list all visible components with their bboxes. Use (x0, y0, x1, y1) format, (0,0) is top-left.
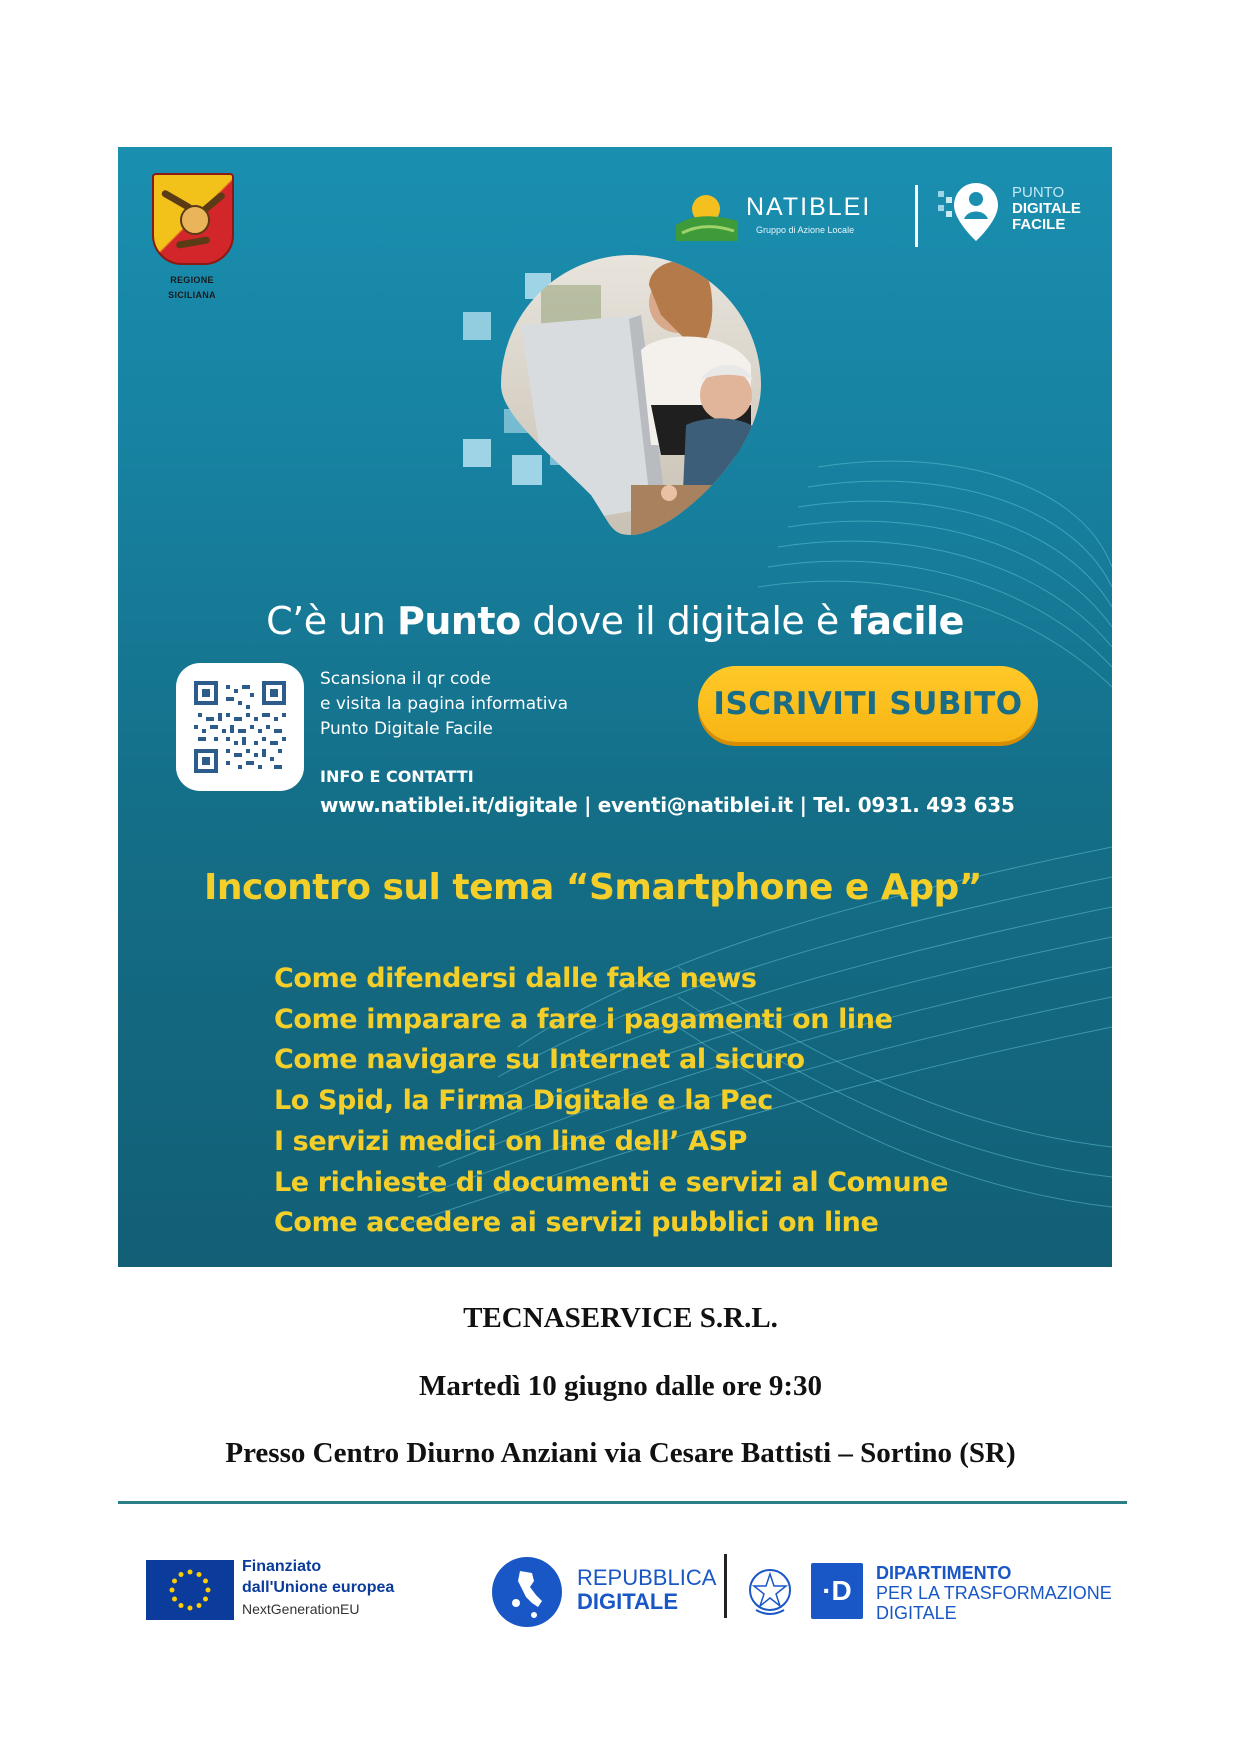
pdf-line-1: PUNTO (1012, 184, 1065, 201)
eu-line-2: dall'Unione europea (242, 1579, 395, 1596)
rd-line-1: REPUBBLICA (577, 1565, 717, 1590)
headline (118, 599, 1112, 643)
scan-line-2: e visita la pagina informativa (320, 694, 568, 714)
sicily-trinacria-icon (152, 173, 234, 265)
pixel-block (463, 312, 491, 340)
info-label: INFO E CONTATTI (320, 767, 474, 786)
dip-line-3: DIGITALE (876, 1603, 957, 1623)
qr-code-box[interactable] (176, 663, 304, 791)
eu-flag-icon (146, 1560, 234, 1620)
event-date: Martedì 10 giugno dalle ore 9:30 (418, 1370, 822, 1402)
scan-line-1: Scansiona il qr code (320, 669, 491, 689)
list-item: Le richieste di documenti e servizi al Comune (274, 1166, 949, 1198)
repubblica-digitale-text (577, 1566, 716, 1614)
italian-emblem-icon (746, 1566, 794, 1618)
natiblei-logo-icon (676, 191, 738, 241)
pdf-line-2: DIGITALE (1012, 200, 1081, 217)
headline-bold-2: facile (850, 599, 964, 643)
eu-funding-text (242, 1556, 394, 1620)
footer-divider (724, 1554, 727, 1618)
natiblei-sub: Gruppo di Azione Locale (756, 225, 855, 235)
repubblica-digitale-icon (492, 1557, 562, 1627)
punto-digitale-facile-logo (936, 179, 1106, 247)
dip-line-2: PER LA TRASFORMAZIONE (876, 1583, 1112, 1603)
event-place: Presso Centro Diurno Anziani via Cesare Battisti – Sortino (SR) (225, 1437, 1016, 1469)
list-item: Come accedere ai servizi pubblici on line (274, 1207, 879, 1239)
list-item: Lo Spid, la Firma Digitale e la Pec (274, 1085, 773, 1117)
logo-divider (915, 185, 918, 247)
headline-pre: C’è un (266, 599, 397, 643)
natiblei-name: NATIBLEI (746, 193, 872, 221)
list-item: Come navigare su Internet al sicuro (274, 1044, 805, 1076)
headline-mid: dove il digitale è (520, 599, 851, 643)
region-label-2: SICILIANA (168, 290, 216, 300)
scan-line-3: Punto Digitale Facile (320, 719, 493, 739)
eu-line-1: Finanziato (242, 1558, 322, 1575)
pixel-block (463, 439, 491, 467)
d-letter: ·D (822, 1575, 852, 1606)
list-item: I servizi medici on line dell’ ASP (274, 1125, 748, 1157)
contact-info[interactable]: www.natiblei.it/digitale | eventi@natiblei.it | Tel. 0931. 493 635 (320, 793, 1015, 817)
list-item: Come imparare a fare i pagamenti on line (274, 1003, 893, 1035)
punto-digitale-facile-icon (936, 179, 1002, 245)
qr-code-icon (194, 681, 286, 773)
iscriviti-subito-button[interactable] (698, 666, 1038, 742)
scan-instructions (320, 667, 568, 742)
dipartimento-logo-icon (811, 1563, 863, 1619)
dipartimento-text (876, 1563, 1112, 1623)
dip-line-1: DIPARTIMENTO (876, 1563, 1012, 1583)
photo-pin-image (501, 255, 761, 535)
eu-line-3: NextGenerationEU (242, 1601, 360, 1617)
event-poster (118, 147, 1112, 1267)
cta-label: ISCRIVITI SUBITO (713, 686, 1023, 722)
topic-title: Incontro sul tema “Smartphone e App” (204, 867, 982, 908)
pdf-line-3: FACILE (1012, 216, 1066, 233)
topics-list (274, 959, 948, 1244)
regione-siciliana-logo (152, 173, 232, 303)
headline-bold-1: Punto (396, 599, 521, 643)
company-name: TECNASERVICE S.R.L. (463, 1302, 778, 1334)
list-item: Come difendersi dalle fake news (274, 963, 757, 994)
natiblei-logo (676, 187, 876, 243)
rd-line-2: DIGITALE (577, 1589, 679, 1614)
region-label-1: REGIONE (170, 275, 214, 285)
separator-rule (118, 1501, 1127, 1504)
